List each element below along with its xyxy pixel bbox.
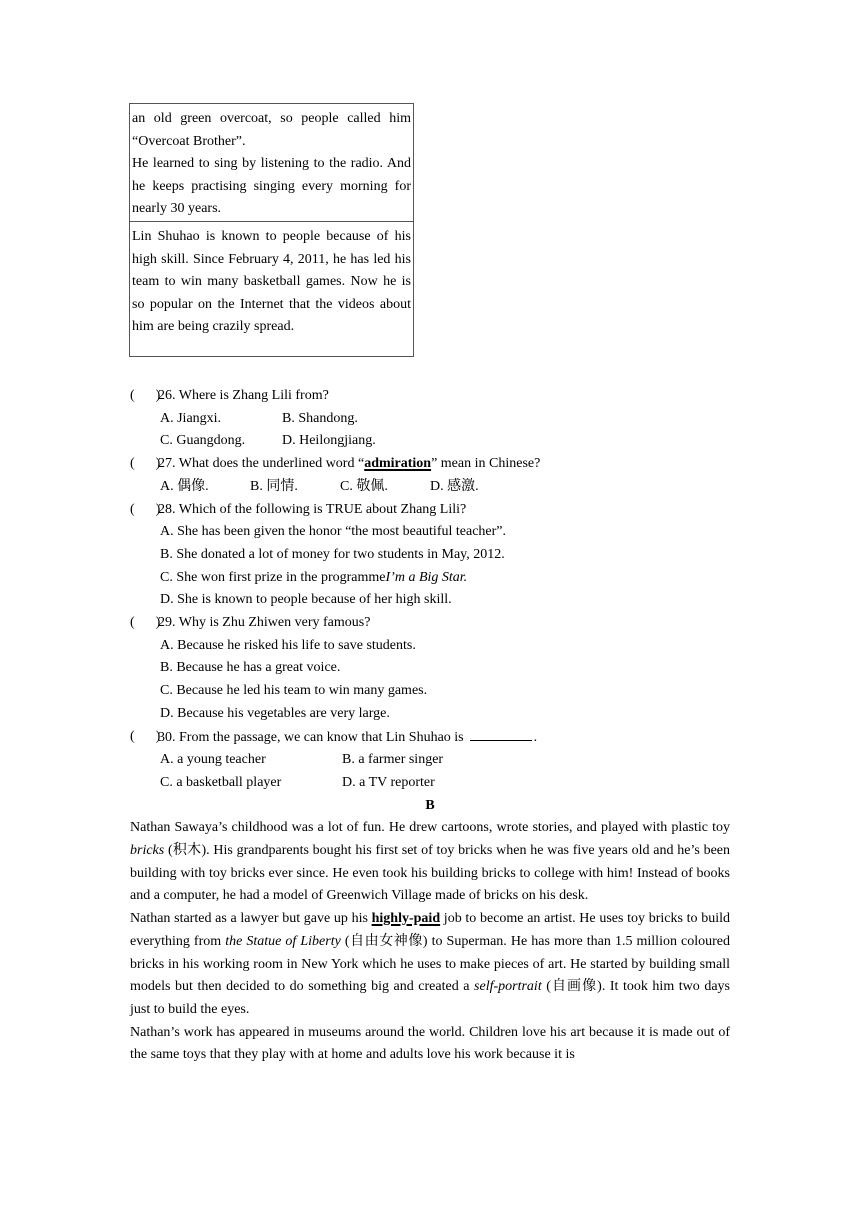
option-d: D. 感激.: [430, 478, 479, 494]
answer-blank: ( ): [130, 456, 161, 472]
option-a: A. 偶像.: [160, 478, 209, 494]
paragraph-3: Nathan’s work has appeared in museums around the world. Children love his art because it is made out of the same toys that they play with at home and adults love his work because it is: [130, 1024, 730, 1063]
option-d: D. Heilongjiang.: [282, 433, 376, 449]
question-stem: 30. From the passage, we can know that Lin Shuhao is .: [158, 726, 537, 750]
table-row-lin-shuhao: [130, 221, 413, 356]
answer-blank: ( ): [130, 615, 161, 631]
underlined-word: highly-paid: [371, 911, 441, 927]
document-body: [130, 385, 730, 1067]
question-28: [130, 499, 730, 613]
section-heading: B: [425, 797, 435, 813]
option-c: C. 敬佩.: [340, 478, 388, 494]
underlined-word: admiration: [364, 456, 432, 472]
option-c: C. Because he led his team to win many games.: [160, 683, 428, 699]
option-a: A. a young teacher: [160, 752, 266, 768]
option-a: A. Jiangxi.: [160, 410, 222, 426]
option-b: B. 同情.: [250, 478, 298, 494]
italic-term: self-portrait: [474, 979, 542, 995]
question-stem: 26. Where is Zhang Lili from?: [158, 388, 329, 403]
question-30: [130, 726, 730, 795]
italic-term: the Statue of Liberty: [225, 933, 341, 949]
question-stem: 29. Why is Zhu Zhiwen very famous?: [158, 615, 371, 631]
option-c: C. She won first prize in the programmeI’m a Big Star.: [160, 569, 468, 585]
table-text: He learned to sing by listening to the radio. And he keeps practising singing every morning for nearly 30 years.: [132, 156, 411, 217]
table-text: Lin Shuhao is known to people because of his high skill. Since February 4, 2011, he has led his team to win many basketball games. Now he is so popular on the Internet that the videos about him are being crazily spread.: [132, 228, 411, 335]
option-d: D. Because his vegetables are very large.: [160, 705, 390, 721]
option-b: B. Shandong.: [282, 410, 358, 426]
programme-title: I’m a Big Star.: [385, 569, 468, 585]
option-c: C. Guangdong.: [160, 433, 246, 449]
option-a: A. Because he risked his life to save students.: [160, 637, 416, 653]
option-c: C. a basketball player: [160, 774, 282, 790]
option-b: B. Because he has a great voice.: [160, 660, 341, 676]
paragraph-2: Nathan started as a lawyer but gave up his highly-paid job to become an artist. He uses toy bricks to build everything from the Statue of Liberty (自由女神像) to Superman. He has more than 1.5 million coloured bricks in his working room in New York which he uses to make pieces of art. He started by building small models but then decided to do something big and created a self-portrait (自画像). It took him two days just to build the eyes.: [130, 911, 730, 1017]
answer-blank: ( ): [130, 728, 161, 744]
option-b: B. a farmer singer: [342, 752, 444, 768]
table-row-overcoat-brother: [130, 104, 413, 221]
paragraph-1: Nathan Sawaya’s childhood was a lot of fun. He drew cartoons, wrote stories, and played with plastic toy bricks (积木). His grandparents bought his first set of toy bricks when he was five years old and he’s been building with toy bricks ever since. He even took his building bricks to college with him! Instead of books and a computer, he had a model of Greenwich Village made of bricks on his desk.: [130, 820, 730, 904]
option-d: D. She is known to people because of her high skill.: [160, 592, 452, 608]
option-b: B. She donated a lot of money for two students in May, 2012.: [160, 546, 505, 562]
answer-blank: ( ): [130, 501, 161, 517]
question-stem: 28. Which of the following is TRUE about Zhang Lili?: [158, 501, 467, 517]
option-a: A. She has been given the honor “the most beautiful teacher”.: [160, 524, 506, 540]
question-29: [130, 612, 730, 726]
question-27: [130, 453, 730, 498]
question-26: [130, 385, 730, 453]
answer-blank: ( ): [130, 388, 161, 403]
italic-term: bricks: [130, 843, 165, 859]
table-text: an old green overcoat, so people called him “Overcoat Brother”.: [132, 111, 411, 149]
fill-blank: [470, 726, 532, 741]
option-d: D. a TV reporter: [342, 774, 435, 790]
question-stem: 27. What does the underlined word “admiration” mean in Chinese?: [158, 456, 541, 472]
info-table: [129, 103, 414, 357]
